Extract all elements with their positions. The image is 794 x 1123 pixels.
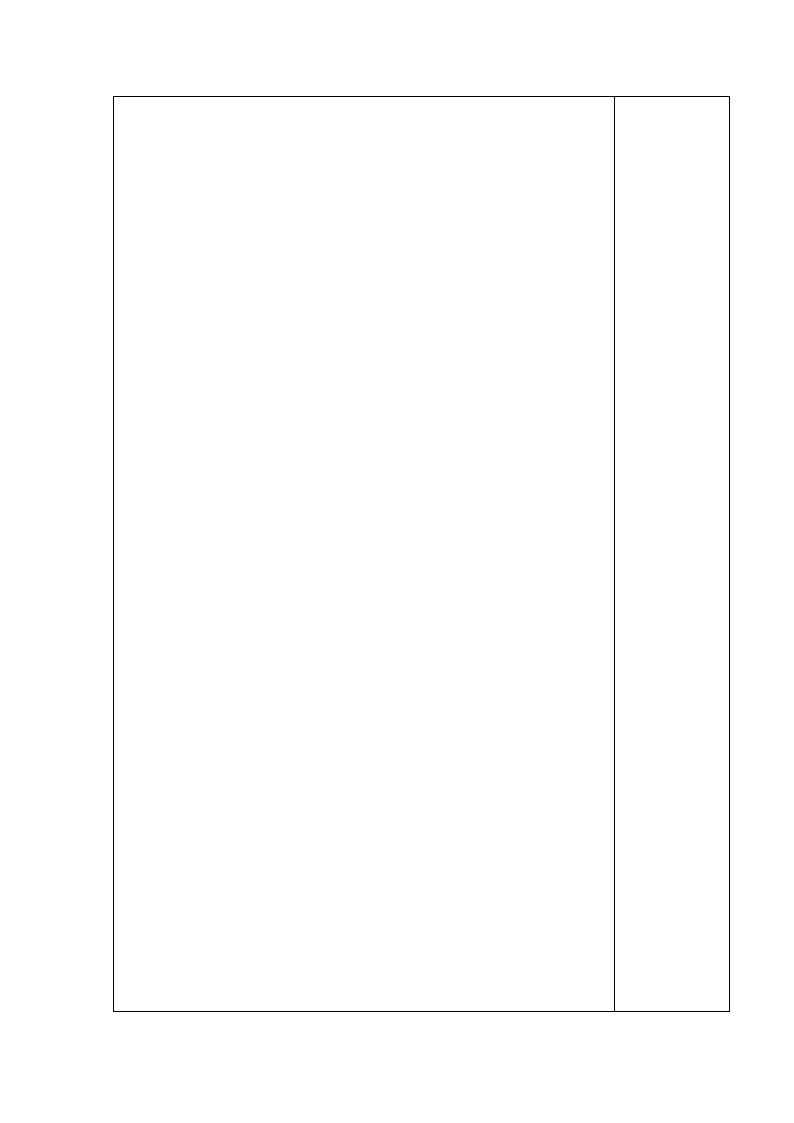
notes-column	[615, 97, 729, 1011]
lesson-content-cell	[114, 97, 614, 1011]
lesson-plan-table	[113, 96, 730, 1012]
